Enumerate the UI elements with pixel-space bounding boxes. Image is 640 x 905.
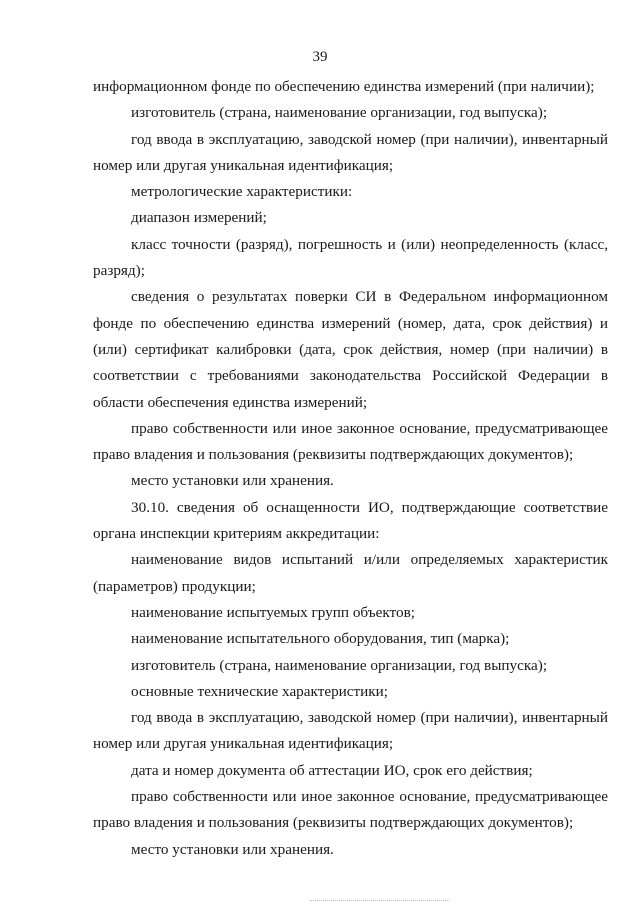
paragraph: дата и номер документа об аттестации ИО, срок его действия; <box>131 761 533 779</box>
paragraph: наименование испытательного оборудования, тип (марка); <box>131 630 510 648</box>
paragraph: право собственности или иное законное основание, предусматривающее право владения и пользования (реквизиты подтверждающих документов); <box>93 788 608 832</box>
paragraph: основные технические характеристики; <box>131 682 389 700</box>
paragraph: место установки или хранения. <box>131 472 334 490</box>
paragraph: класс точности (разряд), погрешность и (или) неопределенность (класс, разряд); <box>93 235 608 280</box>
paragraph: наименование видов испытаний и/или определяемых характеристик (параметров) продукции; <box>93 551 608 595</box>
scan-artifact <box>310 900 450 902</box>
paragraph: изготовитель (страна, наименование организации, год выпуска); <box>131 104 548 122</box>
paragraph: 30.10. сведения об оснащенности ИО, подтверждающие соответствие органа инспекции критериям аккредитации: <box>93 498 608 543</box>
page-number: 39 <box>312 49 328 65</box>
paragraph: изготовитель (страна, наименование организации, год выпуска); <box>131 656 548 674</box>
paragraph: диапазон измерений; <box>131 209 267 227</box>
paragraph: наименование испытуемых групп объектов; <box>131 603 415 621</box>
document-body <box>93 74 608 863</box>
paragraph: метрологические характеристики: <box>131 183 353 201</box>
paragraph: год ввода в эксплуатацию, заводской номер (при наличии), инвентарный номер или другая уникальная идентификация; <box>93 709 608 753</box>
paragraph: место установки или хранения. <box>131 840 334 858</box>
paragraph: право собственности или иное законное основание, предусматривающее право владения и пользования (реквизиты подтверждающих документов); <box>93 419 608 464</box>
paragraph: год ввода в эксплуатацию, заводской номер (при наличии), инвентарный номер или другая уникальная идентификация; <box>93 130 608 174</box>
paragraph: информационном фонде по обеспечению единства измерений (при наличии); <box>93 78 595 95</box>
paragraph: сведения о результатах поверки СИ в Федеральном информационном фонде по обеспечению единства измерений (номер, дата, срок действия) и (или) сертификат калибровки (дата, срок действия, номер (при наличии) в соответствии с требованиями законодательства Российской Федерации в области обеспечения единства измерений; <box>93 288 608 411</box>
